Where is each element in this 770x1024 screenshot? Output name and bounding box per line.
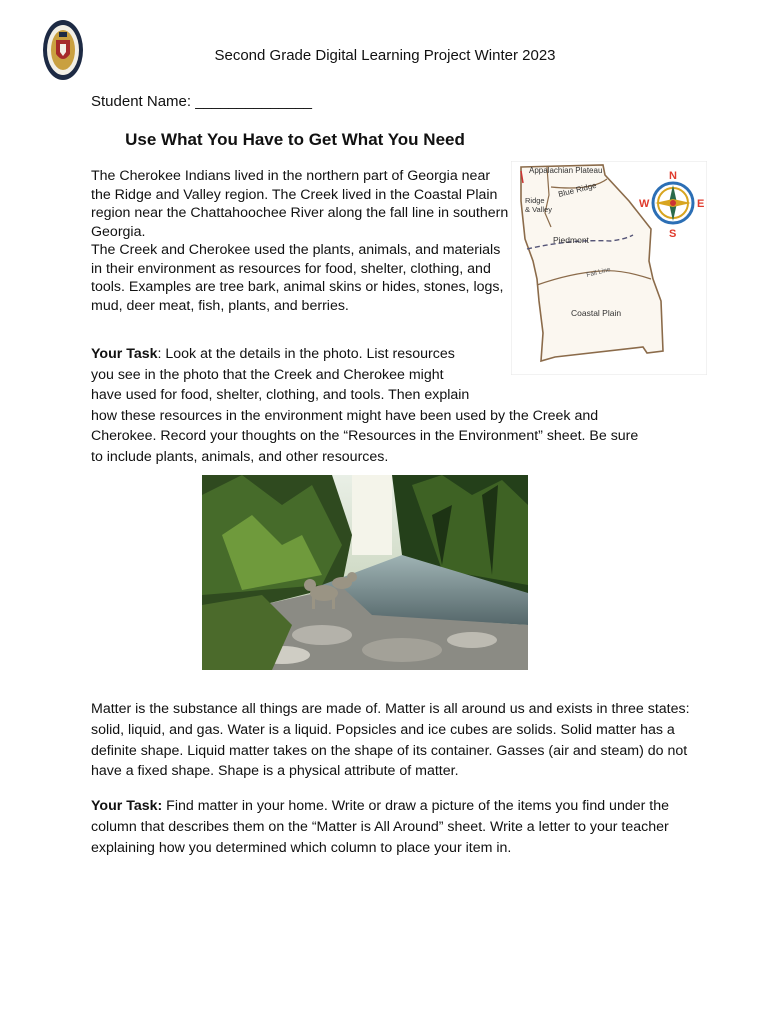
compass-east: E [697, 198, 705, 210]
your-task-2 [91, 796, 691, 858]
your-task-1 [91, 344, 691, 467]
task2-text: Find matter in your home. Write or draw a picture of the items you find under the column that describes them on the “Matter is All Around” sheet. Write a letter to your teacher explaining how you determined which column to place your item in. [91, 798, 669, 856]
intro-text-2: The Creek and Cherokee used the plants, animals, and materials in their environment as resources for food, shelter, clothing, and tools. Examples are tree bark, animal skins or hides, stones, logs, mud, deer meat, fish, plants, and berries. [91, 242, 504, 314]
intro-paragraph [91, 167, 511, 315]
compass-west: W [639, 198, 650, 210]
label-piedmont: Piedmont [553, 235, 589, 245]
page-header: Second Grade Digital Learning Project Winter 2023 [214, 47, 556, 64]
label-fall-line: Fall Line [585, 266, 612, 279]
page-title: Use What You Have to Get What You Need [125, 130, 465, 149]
forest-stream-photo [202, 475, 528, 670]
task2-label: Your Task: [91, 798, 163, 814]
task1-line-4: how these resources in the environment might have been used by the Creek and [91, 407, 599, 424]
label-valley: & Valley [525, 205, 552, 214]
task1-line-6: to include plants, animals, and other resources. [91, 448, 389, 465]
task1-line-3: have used for food, shelter, clothing, and tools. Then explain [91, 387, 470, 403]
label-ridge: Ridge [525, 196, 545, 205]
compass-rose-icon [653, 183, 693, 223]
label-coastal-plain: Coastal Plain [571, 308, 622, 318]
intro-text-1: The Cherokee Indians lived in the northern part of Georgia near the Ridge and Valley region. The Creek lived in the Coastal Plain region near the Chattahoochee River along the fall line in southern Georgia. [91, 168, 509, 240]
georgia-regions-map [511, 161, 707, 375]
compass-south: S [669, 228, 677, 240]
label-blue-ridge: Blue Ridge [557, 180, 598, 199]
student-name-line: Student Name: ______________ [91, 93, 313, 110]
task1-line-5: Cherokee. Record your thoughts on the “Resources in the Environment” sheet. Be sure [91, 428, 639, 444]
compass-north: N [669, 170, 677, 182]
task1-line-2: you see in the photo that the Creek and Cherokee might [91, 366, 444, 383]
task1-line-1: Your Task: Look at the details in the photo. List resources [91, 346, 455, 362]
task1-label: Your Task [91, 346, 158, 362]
matter-paragraph: Matter is the substance all things are made of. Matter is all around us and exists in three states: solid, liquid, and gas. Water is a liquid. Popsicles and ice cubes are solids. Solid matter has a definite shape. Liquid matter takes on the shape of its container. Gasses (air and steam) do not have a fixed shape. Shape is a physical attribute of matter. [91, 701, 690, 780]
label-appalachian-plateau: Appalachian Plateau [529, 166, 603, 175]
